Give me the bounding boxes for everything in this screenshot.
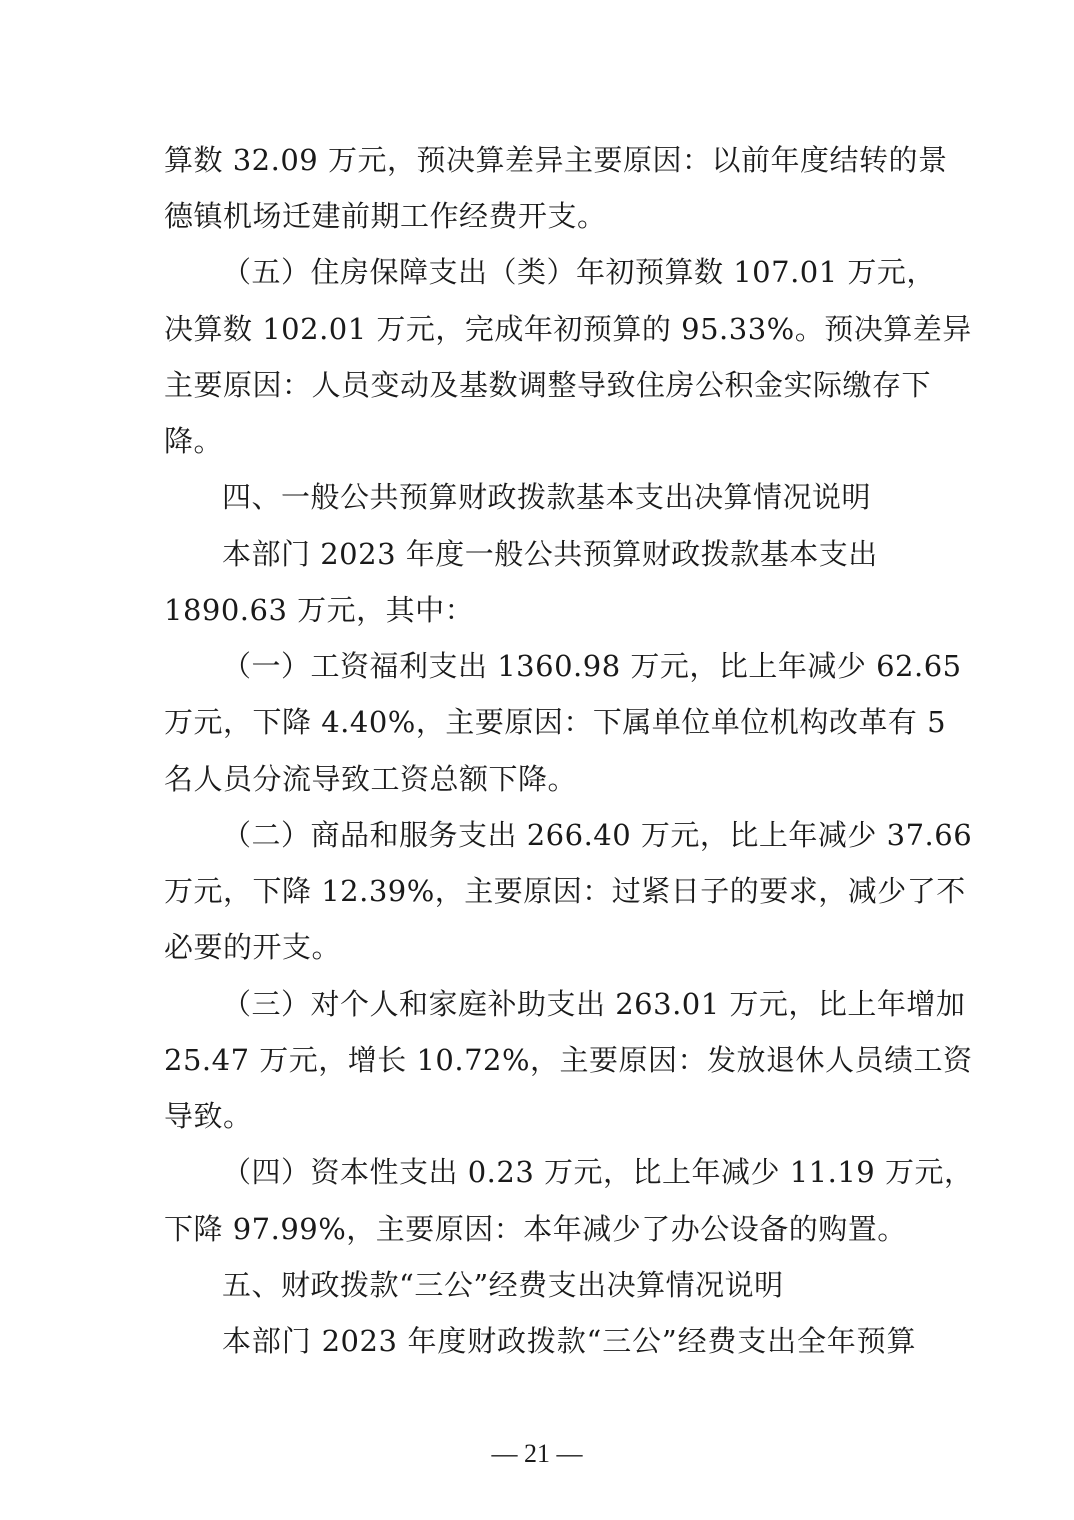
text-line: 本部门 2023 年度财政拨款“三公”经费支出全年预算 [222,1324,916,1358]
text-line: 25.47 万元，增长 10.72%，主要原因：发放退休人员绩工资 [164,1043,973,1077]
text-line: （五）住房保障支出（类）年初预算数 107.01 万元， [222,255,936,289]
section-heading: 四、一般公共预算财政拨款基本支出决算情况说明 [222,480,872,514]
text-line: （三）对个人和家庭补助支出 263.01 万元，比上年增加 [222,987,966,1021]
text-line: 主要原因：人员变动及基数调整导致住房公积金实际缴存下 [164,368,932,402]
page-number: — 21 — [491,1439,583,1468]
text-line: 导致。 [164,1099,253,1133]
text-line: 算数 32.09 万元，预决算差异主要原因：以前年度结转的景 [164,143,948,177]
text-line: 降。 [164,424,224,458]
text-line: 名人员分流导致工资总额下降。 [164,762,578,796]
section-heading: 五、财政拨款“三公”经费支出决算情况说明 [222,1268,784,1302]
text-line: 1890.63 万元，其中： [164,593,475,627]
text-line: 德镇机场迁建前期工作经费开支。 [164,199,607,233]
text-line: 决算数 102.01 万元，完成年初预算的 95.33%。预决算差异 [164,312,972,346]
text-line: （一）工资福利支出 1360.98 万元，比上年减少 62.65 [222,649,962,683]
text-line: 下降 97.99%，主要原因：本年减少了办公设备的购置。 [164,1212,907,1246]
text-line: 万元，下降 4.40%，主要原因：下属单位单位机构改革有 5 [164,705,947,739]
text-line: 万元，下降 12.39%，主要原因：过紧日子的要求，减少了不 [164,874,966,908]
text-line: （二）商品和服务支出 266.40 万元，比上年减少 37.66 [222,818,973,852]
text-line: 必要的开支。 [164,930,342,964]
text-line: 本部门 2023 年度一般公共预算财政拨款基本支出 [222,537,878,571]
text-line: （四）资本性支出 0.23 万元，比上年减少 11.19 万元， [222,1155,974,1189]
